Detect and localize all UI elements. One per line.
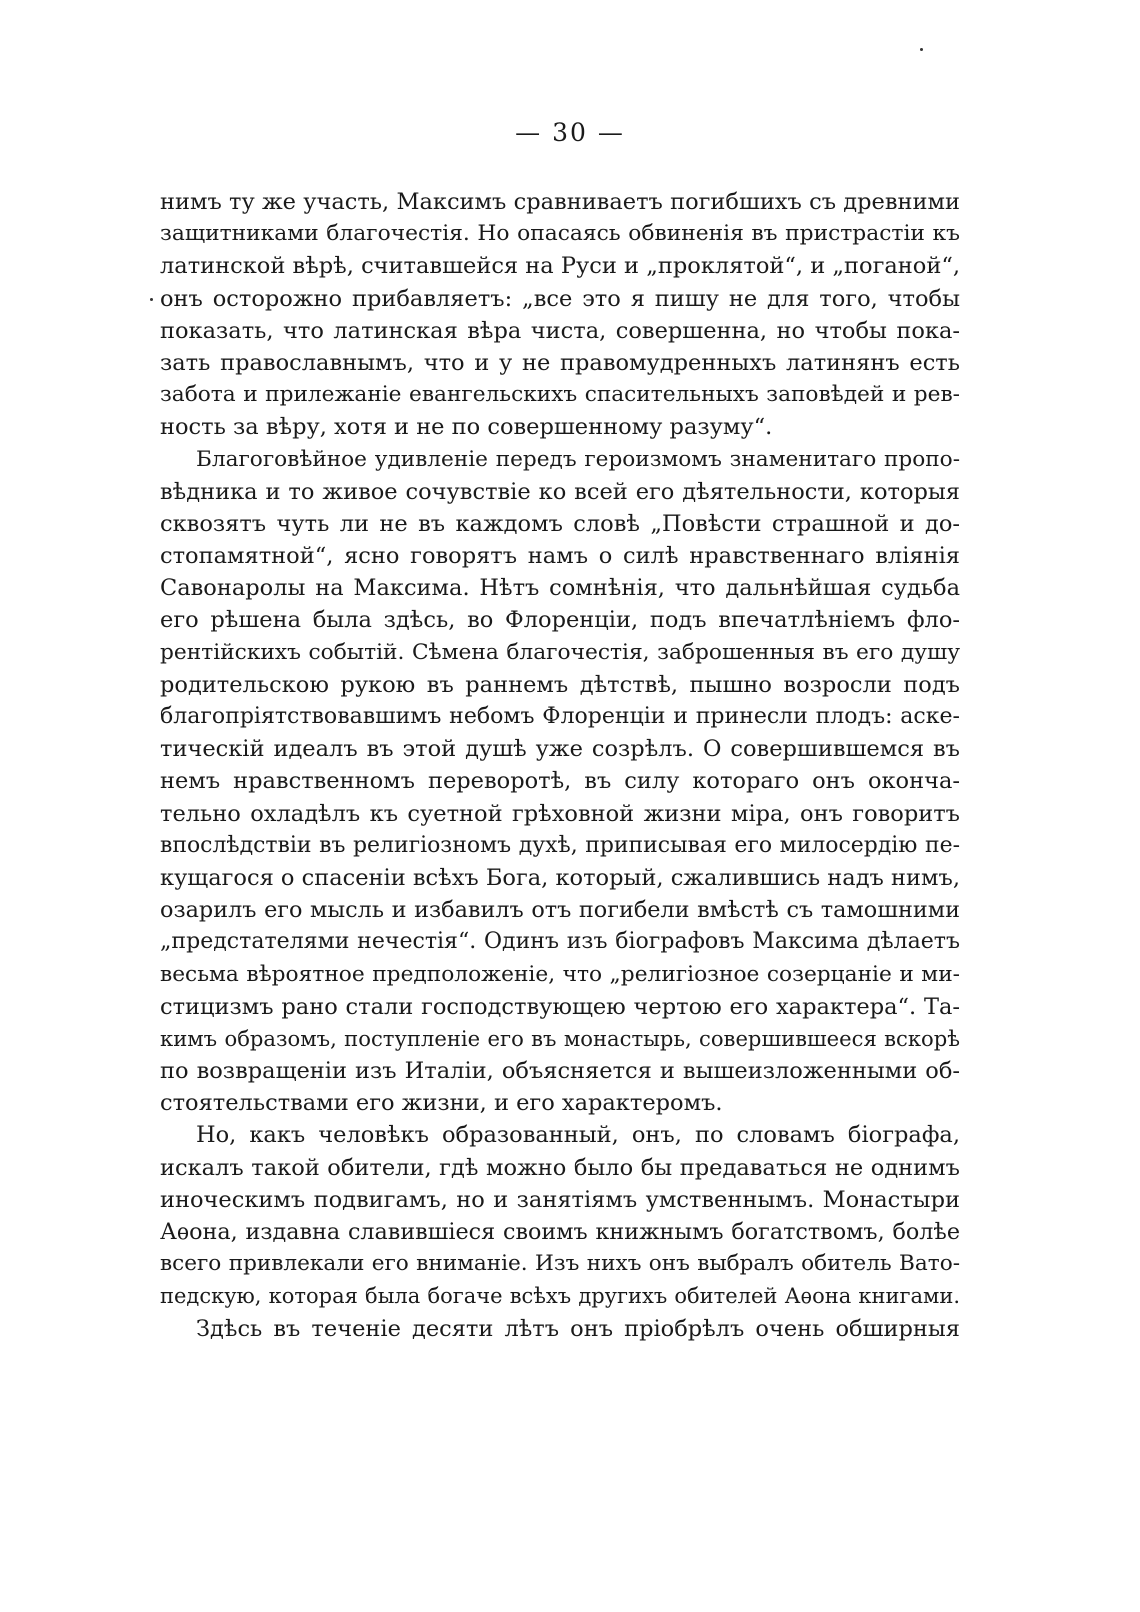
text-line: нимъ ту же участь, Максимъ сравниваетъ погибшихъ съ древними	[160, 189, 960, 215]
text-line: забота и прилежаніе евангельскихъ спасительныхъ заповѣдей и рев-	[160, 382, 960, 408]
text-line: рентійскихъ событій. Сѣмена благочестія, заброшенныя въ его душу	[160, 639, 960, 665]
paragraph-1	[160, 186, 960, 444]
text-line: всего привлекали его вниманіе. Изъ нихъ онъ выбралъ обитель Вато-	[160, 1251, 960, 1277]
text-line: благопріятствовавшимъ небомъ Флоренціи и принесли плодъ: аске-	[160, 704, 960, 729]
text-line: иноческимъ подвигамъ, но и занятіямъ умственнымъ. Монастыри	[160, 1186, 960, 1213]
text-line: по возвращеніи изъ Италіи, объясняется и вышеизложенными об-	[160, 1058, 960, 1085]
scan-speck	[920, 48, 923, 51]
text-line: стицизмъ рано стали господствующею чертою его характера“. Та-	[160, 993, 960, 1020]
text-line: Благоговѣйное удивленіе передъ героизмомъ знаменитаго пропо-	[196, 446, 960, 472]
text-line: озарилъ его мысль и избавилъ отъ погибели вмѣстѣ съ тамошними	[160, 897, 960, 924]
text-line: латинской вѣрѣ, считавшейся на Руси и „проклятой“, и „поганой“,	[160, 253, 960, 280]
page-number: — 30 —	[515, 118, 625, 147]
text-line: немъ нравственномъ переворотѣ, въ силу котораго онъ оконча-	[160, 768, 960, 795]
text-line: педскую, которая была богаче всѣхъ другихъ обителей Аѳона книгами.	[160, 1284, 960, 1309]
scan-speck	[150, 298, 153, 301]
text-line: Аѳона, издавна славившіеся своимъ книжнымъ богатствомъ, болѣе	[160, 1219, 960, 1245]
paragraph-3	[160, 1119, 960, 1312]
text-line: Савонаролы на Максима. Нѣтъ сомнѣнія, что дальнѣйшая судьба	[160, 575, 960, 602]
paragraph-4	[160, 1313, 960, 1345]
text-line: „предстателями нечестія“. Одинъ изъ біографовъ Максима дѣлаетъ	[160, 929, 960, 955]
text-line: зать православнымъ, что и у не правомудренныхъ латинянъ есть	[160, 349, 960, 376]
text-line: тическій идеалъ въ этой душѣ уже созрѣлъ. О совершившемся въ	[160, 736, 960, 763]
text-line: Здѣсь въ теченіе десяти лѣтъ онъ пріобрѣлъ очень обширныя	[196, 1315, 960, 1342]
text-line: весьма вѣроятное предположеніе, что „религіозное созерцаніе и ми-	[160, 961, 960, 987]
text-line: ность за вѣру, хотя и не по совершенному разуму“.	[160, 414, 773, 441]
text-line: защитниками благочестія. Но опасаясь обвиненія въ пристрастіи къ	[160, 221, 960, 247]
text-line: впослѣдствіи въ религіозномъ духѣ, приписывая его милосердію пе-	[160, 832, 960, 858]
paragraph-2	[160, 444, 960, 1120]
text-line: тельно охладѣлъ къ суетной грѣховной жизни міра, онъ говоритъ	[160, 800, 960, 827]
text-line: кущагося о спасеніи всѣхъ Бога, который, сжалившись надъ нимъ,	[160, 864, 960, 891]
text-line: стоятельствами его жизни, и его характеромъ.	[160, 1090, 723, 1117]
text-line: стопамятной“, ясно говорятъ намъ о силѣ нравственнаго вліянія	[160, 543, 960, 570]
body-text	[160, 186, 960, 1345]
text-line: вѣдника и то живое сочувствіе ко всей его дѣятельности, которыя	[160, 478, 960, 505]
text-line: Но, какъ человѣкъ образованный, онъ, по словамъ біографа,	[196, 1122, 960, 1149]
text-line: кимъ образомъ, поступленіе его въ монастырь, совершившееся вскорѣ	[160, 1025, 960, 1051]
text-line: онъ осторожно прибавляетъ: „все это я пишу не для того, чтобы	[160, 285, 960, 312]
text-line: показать, что латинская вѣра чиста, совершенна, но чтобы пока-	[160, 317, 960, 344]
text-line: сквозятъ чуть ли не въ каждомъ словѣ „Повѣсти страшной и до-	[160, 510, 960, 537]
text-line: родительскою рукою въ раннемъ дѣтствѣ, пышно возросли подъ	[160, 671, 960, 698]
text-line: его рѣшена была здѣсь, во Флоренціи, подъ впечатлѣніемъ фло-	[160, 607, 960, 634]
text-line: искалъ такой обители, гдѣ можно было бы предаваться не однимъ	[160, 1154, 960, 1181]
